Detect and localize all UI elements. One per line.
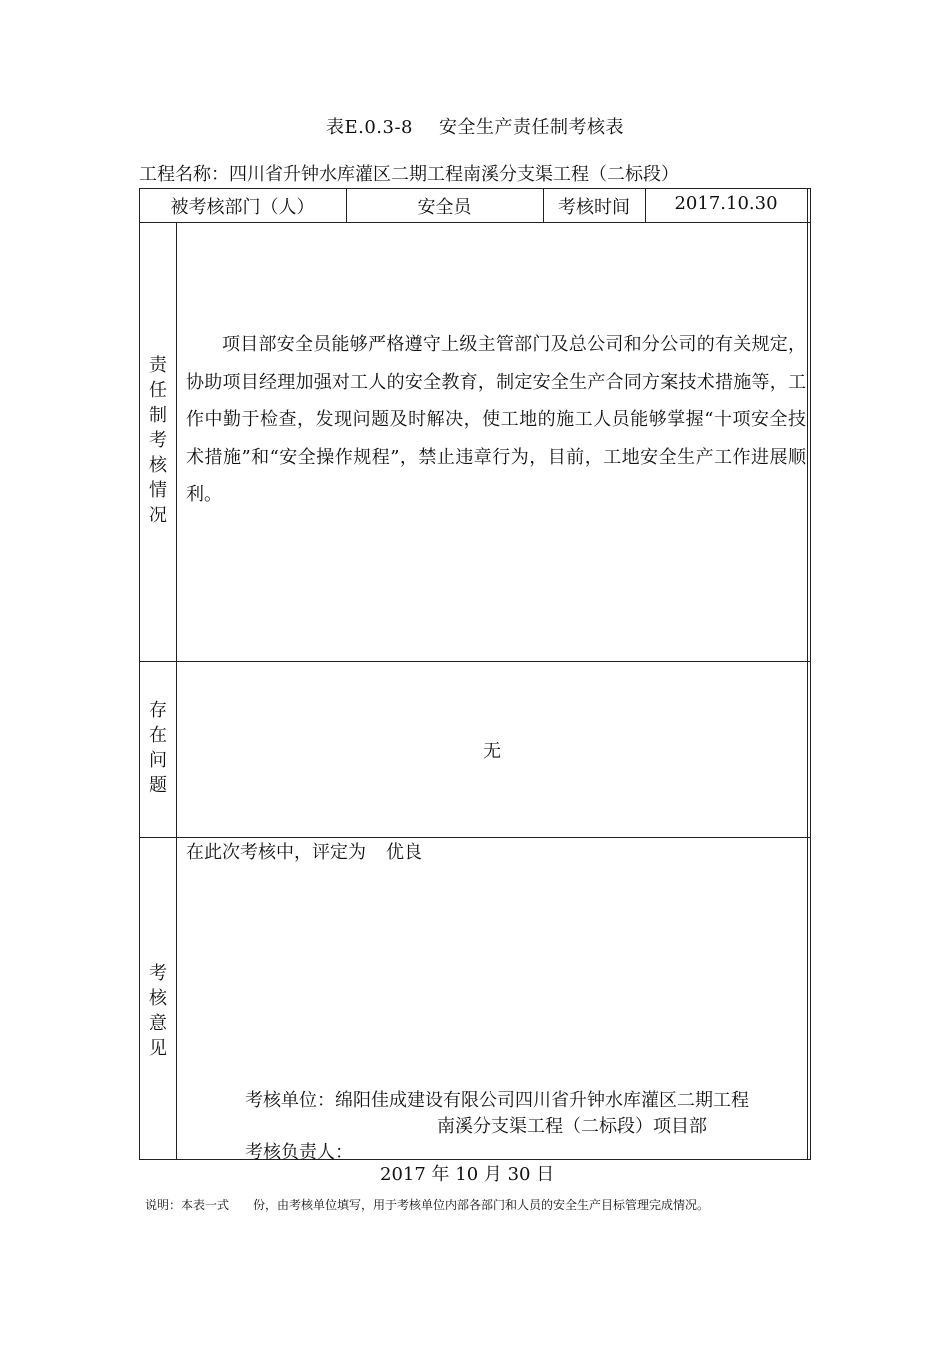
label-char: 任 [149, 380, 167, 401]
form-code: 表E.0.3-8 [325, 117, 414, 138]
header-row-divider [139, 222, 811, 223]
dept-label: 被考核部门（人） [170, 197, 315, 218]
time-label: 考核时间 [558, 197, 630, 218]
responsibility-label [139, 353, 177, 528]
time-value: 2017.10.30 [674, 193, 778, 214]
table-inner-right-border [807, 188, 808, 1160]
label-char: 题 [149, 775, 167, 796]
opinion-label [139, 961, 177, 1061]
unit-line-1: 考核单位：绵阳佳成建设有限公司四川省升钟水库灌区二期工程 [245, 1090, 749, 1111]
label-char: 核 [149, 455, 167, 476]
label-char: 核 [149, 988, 167, 1009]
problems-label [139, 698, 177, 798]
label-char: 考 [149, 963, 167, 984]
label-char: 意 [149, 1013, 167, 1034]
responsibility-text: 项目部安全员能够严格遵守上级主管部门及总公司和分公司的有关规定，协助项目经理加强对工人的安全教育，制定安全生产合同方案技术措施等，工作中勤于检查，发现问题及时解决，使工地的施工人员能够掌握“十项安全技术措施”和“安全操作规程”，禁止违章行为，目前，工地安全生产工作进展顺利。 [186, 334, 806, 505]
rating-prefix: 在此次考核中，评定为 [186, 842, 366, 863]
assessment-date: 2017 年 10 月 30 日 [380, 1164, 555, 1185]
responsible-person: 考核负责人： [245, 1142, 353, 1163]
label-char: 况 [149, 505, 167, 526]
rating-value: 优良 [386, 842, 422, 863]
label-char: 见 [149, 1038, 167, 1059]
label-char: 责 [149, 355, 167, 376]
label-char: 制 [149, 405, 167, 426]
unit-line-2: 南溪分支渠工程（二标段）项目部 [437, 1116, 707, 1137]
label-char: 在 [149, 725, 167, 746]
label-char: 情 [149, 480, 167, 501]
dept-value: 安全员 [417, 197, 472, 218]
label-char: 考 [149, 430, 167, 451]
responsibility-divider [139, 661, 811, 662]
project-name: 工程名称：四川省升钟水库灌区二期工程南溪分支渠工程（二标段） [139, 164, 679, 185]
label-char: 问 [149, 750, 167, 771]
form-name: 安全生产责任制考核表 [439, 117, 625, 138]
label-char: 存 [149, 700, 167, 721]
problems-text: 无 [483, 741, 501, 762]
footnote: 说明：本表一式 份，由考核单位填写，用于考核单位内部各部门和人员的安全生产目标管理完成情况。 [145, 1198, 710, 1212]
form-title [0, 113, 950, 139]
rating-line [186, 838, 422, 864]
